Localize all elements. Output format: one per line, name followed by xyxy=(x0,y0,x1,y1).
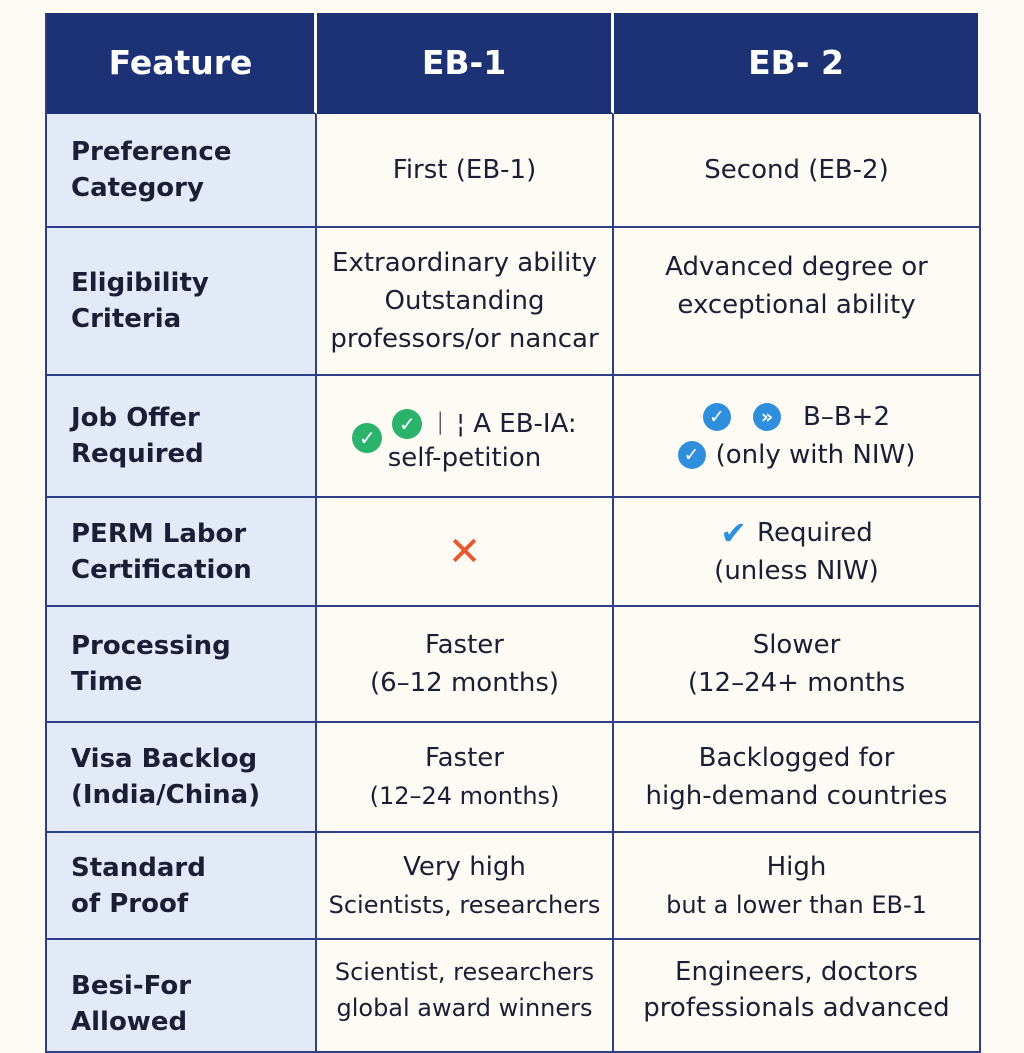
value-line: Engineers, doctors xyxy=(675,957,918,987)
value-line: First (EB-1) xyxy=(392,155,537,185)
value-line: Second (EB-2) xyxy=(704,155,889,185)
feature-label-line: Job Offer xyxy=(71,403,200,433)
eb1-eligibility-criteria xyxy=(317,228,614,376)
feature-label-line: Preference xyxy=(71,137,232,167)
value-line: Outstanding xyxy=(384,286,545,316)
eb1-standard-of-proof xyxy=(317,833,614,940)
job-offer-eb2-line xyxy=(703,398,890,436)
value-line: (12–24+ months xyxy=(687,668,906,698)
eb2-standard-of-proof xyxy=(614,833,981,940)
value-line: self-petition xyxy=(387,443,542,473)
eb1-job-offer-required xyxy=(317,376,614,498)
eb1-visa-backlog xyxy=(317,723,614,833)
header-feature: Feature xyxy=(47,13,317,114)
value-line: professionals advanced xyxy=(643,993,950,1023)
feature-label-line: Certification xyxy=(71,554,252,585)
value-line: high-demand countries xyxy=(645,781,948,811)
eb2-preference-category xyxy=(614,114,981,228)
eb2-best-for xyxy=(614,940,981,1053)
header-eb1: EB-1 xyxy=(317,13,614,114)
header-eb2: EB- 2 xyxy=(614,13,981,114)
eb2-visa-backlog xyxy=(614,723,981,833)
job-offer-eb2-line xyxy=(678,436,916,474)
perm-eb2-line xyxy=(720,514,873,552)
value-line: global award winners xyxy=(336,994,593,1022)
check-circle-icon: ✓ xyxy=(678,441,706,469)
check-circle-icon: ✓ xyxy=(352,423,382,453)
value-line: ᛁ ¦ A EB-IA: xyxy=(432,409,577,439)
value-line: Advanced degree or xyxy=(665,252,928,282)
feature-preference-category xyxy=(47,114,317,228)
feature-label-line: Criteria xyxy=(71,304,182,334)
feature-label-line: PERM Labor xyxy=(71,518,247,549)
value-line: Slower xyxy=(752,630,841,660)
feature-standard-of-proof xyxy=(47,833,317,940)
value-line: (6–12 months) xyxy=(369,668,560,698)
value-line: but a lower than EB-1 xyxy=(666,890,927,919)
feature-best-for xyxy=(47,940,317,1053)
eb2-perm-labor-certification xyxy=(614,498,981,607)
eb1-preference-category xyxy=(317,114,614,228)
value-line: professors/or nancar xyxy=(330,324,599,354)
cross-icon: ✕ xyxy=(447,528,482,575)
double-chevron-icon: » xyxy=(753,403,781,431)
feature-label-line: Time xyxy=(71,667,143,697)
feature-job-offer-required xyxy=(47,376,317,498)
value-line: Backlogged for xyxy=(698,743,895,773)
feature-visa-backlog xyxy=(47,723,317,833)
feature-label-line: Visa Backlog xyxy=(71,744,258,774)
eb1-processing-time xyxy=(317,607,614,723)
value-line: exceptional ability xyxy=(677,290,916,320)
feature-label-line: Allowed xyxy=(71,1007,188,1037)
value-line: Faster xyxy=(425,743,504,773)
feature-eligibility-criteria xyxy=(47,228,317,376)
feature-label-line: of Proof xyxy=(71,888,189,919)
check-icon: ✔ xyxy=(720,513,748,552)
comparison-table xyxy=(45,13,979,1053)
value-line: Required xyxy=(757,517,873,548)
feature-label-line: Besi-For xyxy=(71,971,192,1001)
feature-processing-time xyxy=(47,607,317,723)
eb2-job-offer-required xyxy=(614,376,981,498)
check-circle-icon: ✓ xyxy=(703,403,731,431)
value-line: Scientist, researchers xyxy=(334,958,595,986)
feature-label-line: (India/China) xyxy=(71,780,261,810)
feature-label-line: Eligibility xyxy=(71,268,209,298)
eb1-perm-labor-certification xyxy=(317,498,614,607)
feature-label-line: Processing xyxy=(71,631,231,661)
eb2-eligibility-criteria xyxy=(614,228,981,376)
value-line: Scientists, researchers xyxy=(328,890,601,919)
value-line: (12–24 months) xyxy=(369,782,560,810)
value-line: Very high xyxy=(403,851,526,882)
eb1-best-for xyxy=(317,940,614,1053)
feature-label-line: Category xyxy=(71,173,204,203)
value-line: (unless NIW) xyxy=(714,555,879,586)
feature-label-line: Required xyxy=(71,439,204,469)
value-line: High xyxy=(766,851,827,882)
eb2-processing-time xyxy=(614,607,981,723)
value-line: Extraordinary ability xyxy=(332,248,597,278)
value-line: Faster xyxy=(425,630,504,660)
check-icon: ✓ xyxy=(392,409,422,439)
value-line: B–B+2 xyxy=(802,402,890,432)
value-line: (only with NIW) xyxy=(715,440,916,470)
feature-label-line: Standard xyxy=(71,852,206,883)
feature-perm-labor-certification xyxy=(47,498,317,607)
